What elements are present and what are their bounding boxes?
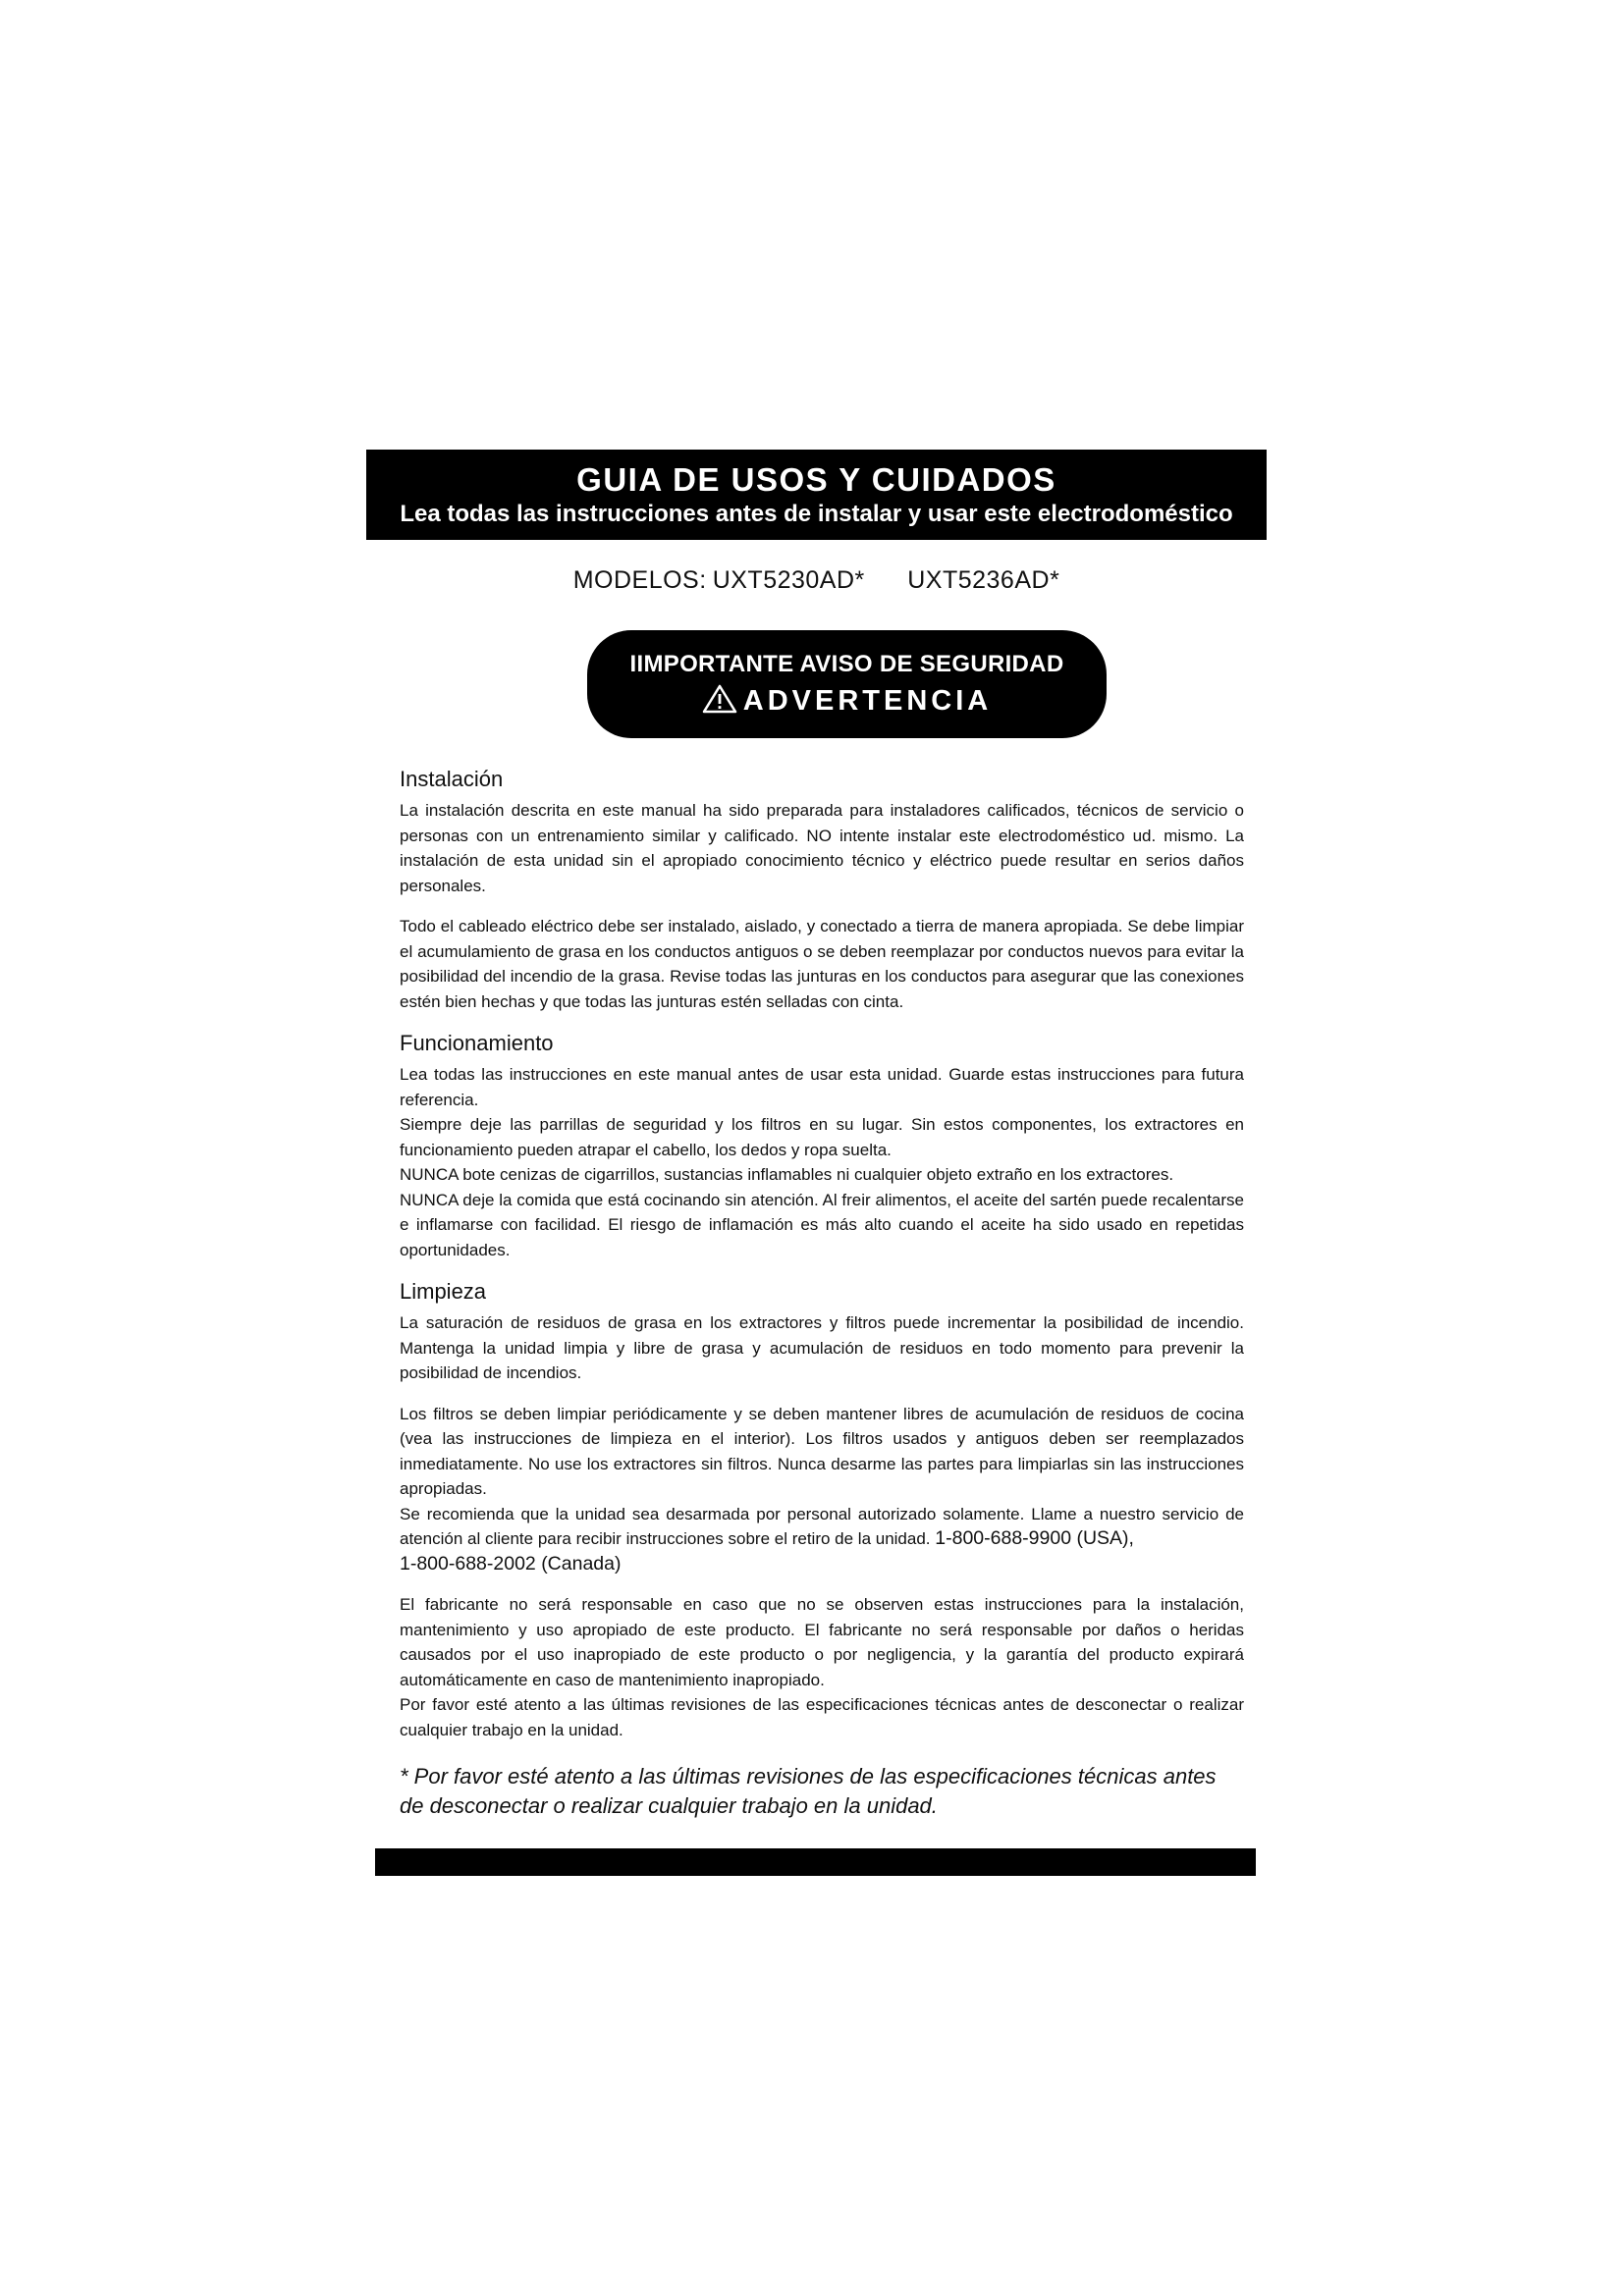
phone-usa: 1-800-688-9900 (USA), [935,1527,1134,1549]
safety-notice-title: IIMPORTANTE AVISO DE SEGURIDAD [629,651,1064,677]
operation-paragraph-2: Siempre deje las parrillas de seguridad y los filtros en su lugar. Sin estos componentes, los extractores en funcionamiento pueden atrapar el cabello, los dedos y ropa suelta. [400,1115,1244,1159]
document-body [400,766,1244,1821]
footer-bar [375,1848,1256,1876]
phone-canada: 1-800-688-2002 (Canada) [400,1552,622,1575]
installation-paragraph-2: Todo el cableado eléctrico debe ser instalado, aislado, y conectado a tierra de manera apropiada. Se debe limpiar el acumulamiento de grasa en los conductos antiguos o se deben reemplazar por conductos nuevos para evitar la posibilidad del incendio de la grasa. Revise todas las junturas en los conductos para asegurar que las conexiones estén bien hechas y que todas las junturas estén selladas con cinta. [400,917,1244,1011]
cleaning-heading: Limpieza [400,1279,487,1304]
operation-paragraph-1: Lea todas las instrucciones en este manual antes de usar esta unidad. Guarde estas instrucciones para futura referencia. [400,1065,1244,1109]
installation-paragraph-1: La instalación descrita en este manual ha sido preparada para instaladores calificados, técnicos de servicio o personas con un entrenamiento similar y calificado. NO intente instalar este electrodoméstico ud. mismo. La instalación de esta unidad sin el apropiado conocimiento técnico y eléctrico puede resultar en serios daños personales. [400,801,1244,895]
cleaning-paragraph-5: Por favor esté atento a las últimas revisiones de las especificaciones técnicas antes de desconectar o realizar cualquier trabajo en la unidad. [400,1695,1244,1739]
models-label: MODELOS: [572,566,707,594]
model-2: UXT5236AD* [907,566,1060,594]
model-1: UXT5230AD* [712,566,865,594]
document-subtitle: Lea todas las instrucciones antes de instalar y usar este electrodoméstico [400,501,1233,527]
operation-paragraph-3: NUNCA bote cenizas de cigarrillos, sustancias inflamables ni cualquier objeto extraño en los extractores. [400,1165,1174,1184]
operation-paragraph-4: NUNCA deje la comida que está cocinando sin atención. Al freir alimentos, el aceite del sartén puede recalentarse e inflamarse con facilidad. El riesgo de inflamación es más alto cuando el aceite ha sido usado en repetidas oportunidades. [400,1190,1244,1259]
cleaning-paragraph-3-text: Se recomienda que la unidad sea desarmada por personal autorizado solamente. Llame a nuestro servicio de atención al cliente para recibir instrucciones sobre el retiro de la unidad. [400,1504,1244,1548]
cleaning-paragraph-2: Los filtros se deben limpiar periódicamente y se deben mantener libres de acumulación de residuos de cocina (vea las instrucciones de limpieza en el interior). Los filtros usados y antiguos deben ser reemplazados inmediatamente. No use los extractores sin filtros. Nunca desarme las partes para limpiarlas sin las instrucciones apropiadas. [400,1404,1244,1498]
footnote: * Por favor esté atento a las últimas revisiones de las especificaciones técnicas antes de desconectar o realizar cualquier trabajo en la unidad. [400,1764,1217,1818]
models-line [366,566,1267,595]
cleaning-paragraph-3 [400,1502,1244,1577]
warning-label: ADVERTENCIA [742,685,993,717]
header-banner [366,450,1267,540]
document-title: GUIA DE USOS Y CUIDADOS [576,461,1056,498]
warning-triangle-icon [702,684,737,722]
operation-heading: Funcionamiento [400,1031,554,1055]
safety-notice-box [587,630,1107,738]
cleaning-paragraph-4: El fabricante no será responsable en caso que no se observen estas instrucciones para la instalación, mantenimiento y uso apropiado de este producto. El fabricante no será responsable por daños o heridas causados por el uso inapropiado de este producto o por negligencia, y la garantía del producto expirará automáticamente en caso de mantenimiento inapropiado. [400,1595,1244,1689]
installation-heading: Instalación [400,767,504,791]
cleaning-paragraph-1: La saturación de residuos de grasa en los extractores y filtros puede incrementar la posibilidad de incendio. Mantenga la unidad limpia y libre de grasa y acumulación de residuos en todo momento para prevenir la posibilidad de incendios. [400,1313,1244,1382]
warning-heading [587,683,1107,722]
